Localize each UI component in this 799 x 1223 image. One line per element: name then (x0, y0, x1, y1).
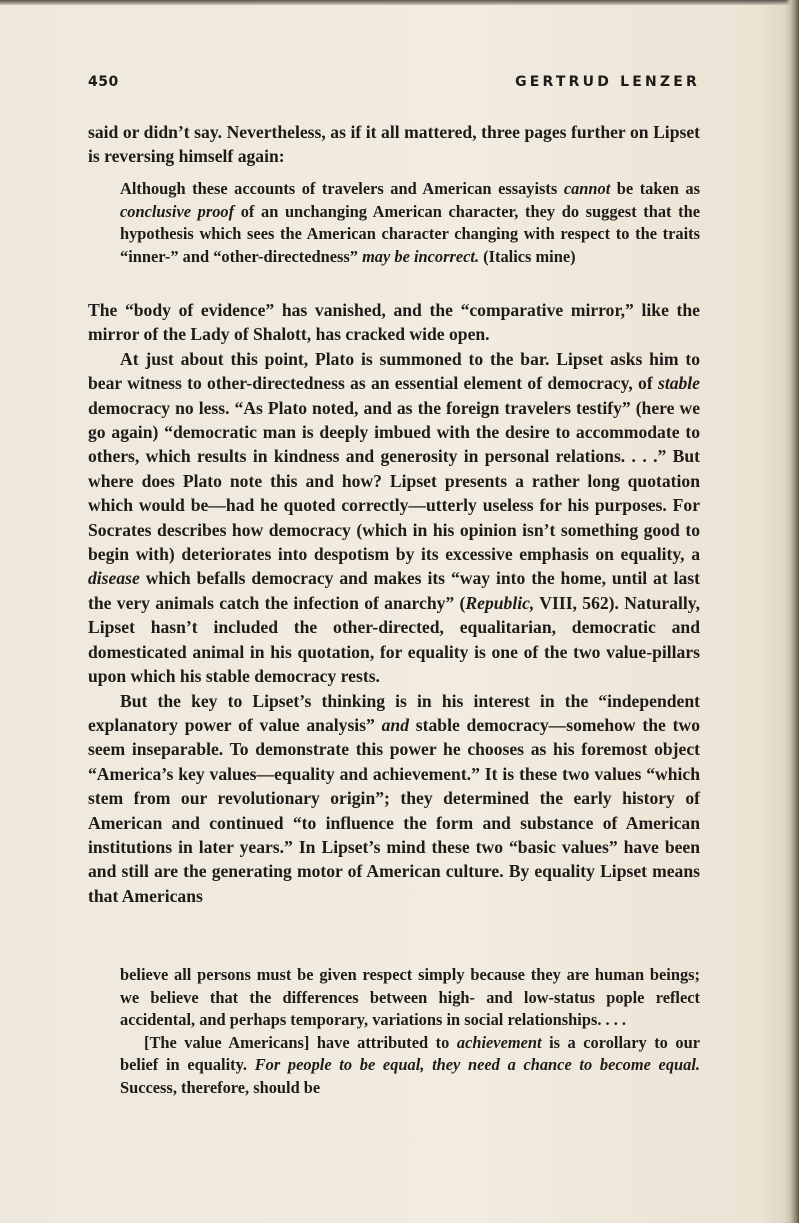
quote2-part-a: [The value Americans] have attributed to (144, 1032, 457, 1052)
p3-italic-republic: Republic, (465, 592, 535, 613)
paragraph-3 (88, 347, 700, 689)
p3-italic-stable: stable (657, 373, 700, 394)
block-quote-1 (120, 178, 700, 268)
block-quote-2 (120, 964, 700, 1100)
quote1-italic-may-be-incorrect: may be incorrect. (362, 246, 480, 266)
page-top-shadow (0, 0, 799, 5)
main-text-block (88, 298, 700, 908)
quote2-italic-achievement: achievement (456, 1032, 542, 1052)
p4-part-a: But the key to Lipset’s thinking is in his interest in the “independent explanatory power of value analysis” (88, 690, 700, 735)
quote1-part-c: be taken as (610, 179, 700, 198)
page-number: 450 (88, 74, 119, 90)
block-quote-1-text (120, 178, 700, 268)
quote1-italic-cannot: cannot (563, 179, 611, 198)
opening-paragraph-block (88, 120, 700, 169)
running-head: GERTRUD LENZER (515, 74, 700, 90)
paragraph-2: The “body of evidence” has vanished, and the “comparative mirror,” like the mirror of the Lady of Shalott, has cracked wide open. (88, 300, 700, 345)
quote1-part-a: Although these accounts of travelers and American essayists (120, 179, 564, 198)
quote1-italic-conclusive-proof: conclusive proof (120, 201, 235, 221)
p3-italic-disease: disease (88, 568, 140, 589)
p4-italic-and: and (381, 714, 409, 735)
page-spine-shadow (785, 0, 799, 1223)
quote1-part-g: (Italics mine) (479, 246, 576, 266)
quote1-part-e: of an unchanging American character, they do suggest that the hypothesis which sees the American character changing with respect to the traits “inner-” and “other-directedness” (120, 201, 700, 266)
page-header (88, 74, 700, 98)
block-quote-2-para-2 (120, 1032, 700, 1100)
p3-part-a: At just about this point, Plato is summoned to the bar. Lipset asks him to bear witness to other-directedness as an essential element of democracy, of (88, 348, 700, 394)
p3-part-c: democracy no less. “As Plato noted, and as the foreign travelers testify” (here we go again) “democratic man is deeply imbued with the desire to accommodate to others, which results in kindness and generosity in personal relations. . . .” But where does Plato note this and how? Lipset presents a rather long quotation which would be—had he quoted correctly—utterly useless for his purposes. For Socrates describes how democracy (which in his opinion isn’t something good to begin with) deteriorates into despotism by its excessive emphasis on equality, a (88, 397, 700, 565)
quote2-part-c: is a corollary to our belief in equality. (120, 1032, 700, 1075)
quote2-italic-people-equal: For people to be equal, they need a chance to become equal. (254, 1055, 700, 1075)
paragraph-1: said or didn’t say. Nevertheless, as if it all mattered, three pages further on Lipset is reversing himself again: (88, 122, 700, 167)
quote2-part-e: Success, therefore, should be (120, 1077, 321, 1097)
p3-part-g: VIII, 562). Naturally, Lipset hasn’t included the other-directed, equalitarian, democratic and domesticated animal in his quotation, for equality is one of the two value-pillars upon which his stable democracy rests. (88, 592, 700, 687)
p3-part-e: which befalls democracy and makes its “way into the home, until at last the very animals catch the infection of anarchy” ( (88, 568, 700, 613)
p4-part-c: stable democracy—somehow the two seem inseparable. To demonstrate this power he chooses as his foremost object “America’s key values—equality and achievement.” It is these two values “which stem from our revolutionary origin”; they determined the early history of American and continued “to influence the form and substance of American institutions in later years.” In Lipset’s mind these two “basic values” have been and still are the generating motor of American culture. By equality Lipset means that Americans (88, 714, 700, 906)
paragraph-4 (88, 689, 700, 909)
block-quote-2-para-1: believe all persons must be given respect simply because they are human beings; we believe that the differences between high- and low-status pople reflect accidental, and perhaps temporary, variations in social relationships. . . . (120, 965, 700, 1030)
